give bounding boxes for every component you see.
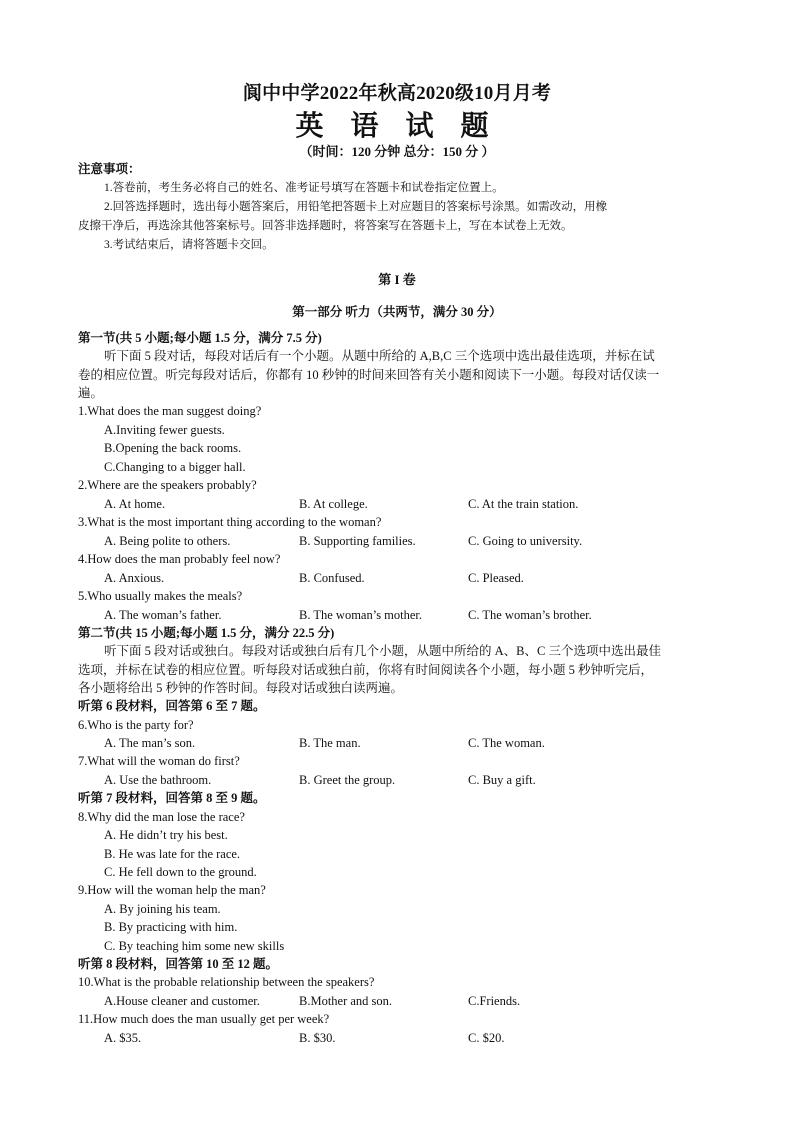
option-10a: A.House cleaner and customer. xyxy=(104,994,260,1008)
option-8b: B. He was late for the race. xyxy=(104,847,241,861)
option-5a: A. The woman’s father. xyxy=(104,608,222,622)
section-2-instructions: 选项，并标在试卷的相应位置。听每段对话或独白前，你将有时间阅读各个小题，每小题 5 秒钟听完后， xyxy=(78,663,654,677)
material-8-heading: 听第 8 段材料，回答第 10 至 12 题。 xyxy=(78,957,279,971)
option-11c: C. $20. xyxy=(468,1031,505,1045)
option-11b: B. $30. xyxy=(299,1031,336,1045)
question-6: 6.Who is the party for? xyxy=(78,718,194,732)
subject-title: 英 语 试 题 xyxy=(295,111,499,142)
question-9: 9.How will the woman help the man? xyxy=(78,883,266,897)
question-7: 7.What will the woman do first? xyxy=(78,754,240,768)
option-5c: C. The woman’s brother. xyxy=(468,608,592,622)
option-3b: B. Supporting families. xyxy=(299,534,416,548)
question-8: 8.Why did the man lose the race? xyxy=(78,810,245,824)
option-2b: B. At college. xyxy=(299,497,368,511)
section-2-heading: 第二节(共 15 小题;每小题 1.5 分，满分 22.5 分) xyxy=(78,626,335,640)
option-3a: A. Being polite to others. xyxy=(104,534,231,548)
option-7b: B. Greet the group. xyxy=(299,773,396,787)
notes-heading: 注意事项： xyxy=(78,162,141,176)
question-5: 5.Who usually makes the meals? xyxy=(78,589,243,603)
question-3: 3.What is the most important thing according to the woman? xyxy=(78,515,382,529)
section-2-instructions: 各小题将给出 5 秒钟的作答时间。每段对话或独白读两遍。 xyxy=(78,681,404,695)
material-7-heading: 听第 7 段材料，回答第 8 至 9 题。 xyxy=(78,791,266,805)
option-4b: B. Confused. xyxy=(299,571,365,585)
option-9c: C. By teaching him some new skills xyxy=(104,939,285,953)
option-8c: C. He fell down to the ground. xyxy=(104,865,257,879)
exam-meta: （时间：120 分钟 总分：150 分 ） xyxy=(299,144,495,159)
question-11: 11.How much does the man usually get per week? xyxy=(78,1012,330,1026)
question-1: 1.What does the man suggest doing? xyxy=(78,404,262,418)
option-6a: A. The man’s son. xyxy=(104,736,196,750)
note-2b: 皮擦干净后，再选涂其他答案标号。回答非选择题时，将答案写在答题卡上，写在本试卷上无效。 xyxy=(78,220,573,232)
question-4: 4.How does the man probably feel now? xyxy=(78,552,281,566)
volume-heading: 第 I 卷 xyxy=(378,272,416,287)
section-1-instructions: 遍。 xyxy=(78,386,104,400)
option-4a: A. Anxious. xyxy=(104,571,165,585)
note-1: 1.答卷前，考生务必将自己的姓名、准考证号填写在答题卡和试卷指定位置上。 xyxy=(104,182,504,194)
option-1a: A.Inviting fewer guests. xyxy=(104,423,225,437)
option-2c: C. At the train station. xyxy=(468,497,579,511)
option-3c: C. Going to university. xyxy=(468,534,583,548)
option-10c: C.Friends. xyxy=(468,994,521,1008)
option-9b: B. By practicing with him. xyxy=(104,920,238,934)
exam-title: 阆中中学2022年秋高2020级10月月考 xyxy=(242,83,552,104)
option-6c: C. The woman. xyxy=(468,736,545,750)
option-2a: A. At home. xyxy=(104,497,166,511)
section-1-instructions: 听下面 5 段对话，每段对话后有一个小题。从题中所给的 A,B,C 三个选项中选出最佳选项，并标在试 xyxy=(104,349,655,363)
option-7a: A. Use the bathroom. xyxy=(104,773,212,787)
note-3: 3.考试结束后，请将答题卡交回。 xyxy=(104,239,274,251)
section-2-instructions: 听下面 5 段对话或独白。每段对话或独白后有几个小题，从题中所给的 A、B、C 三个选项中选出最佳 xyxy=(104,644,661,658)
option-9a: A. By joining his team. xyxy=(104,902,221,916)
question-2: 2.Where are the speakers probably? xyxy=(78,478,257,492)
option-1c: C.Changing to a bigger hall. xyxy=(104,460,246,474)
note-2a: 2.回答选择题时，选出每小题答案后，用铅笔把答题卡上对应题目的答案标号涂黑。如需改动，用橡 xyxy=(104,201,608,213)
option-6b: B. The man. xyxy=(299,736,361,750)
option-8a: A. He didn’t try his best. xyxy=(104,828,228,842)
option-11a: A. $35. xyxy=(104,1031,142,1045)
option-10b: B.Mother and son. xyxy=(299,994,393,1008)
option-1b: B.Opening the back rooms. xyxy=(104,441,242,455)
option-5b: B. The woman’s mother. xyxy=(299,608,423,622)
section-1-instructions: 卷的相应位置。听完每段对话后，你都有 10 秒钟的时间来回答有关小题和阅读下一小题。每段对话仅读一 xyxy=(78,368,660,382)
part-heading: 第一部分 听力（共两节，满分 30 分） xyxy=(292,305,502,319)
material-6-heading: 听第 6 段材料，回答第 6 至 7 题。 xyxy=(78,699,266,713)
option-4c: C. Pleased. xyxy=(468,571,524,585)
section-1-heading: 第一节(共 5 小题;每小题 1.5 分，满分 7.5 分) xyxy=(78,331,322,345)
question-10: 10.What is the probable relationship between the speakers? xyxy=(78,975,375,989)
option-7c: C. Buy a gift. xyxy=(468,773,536,787)
